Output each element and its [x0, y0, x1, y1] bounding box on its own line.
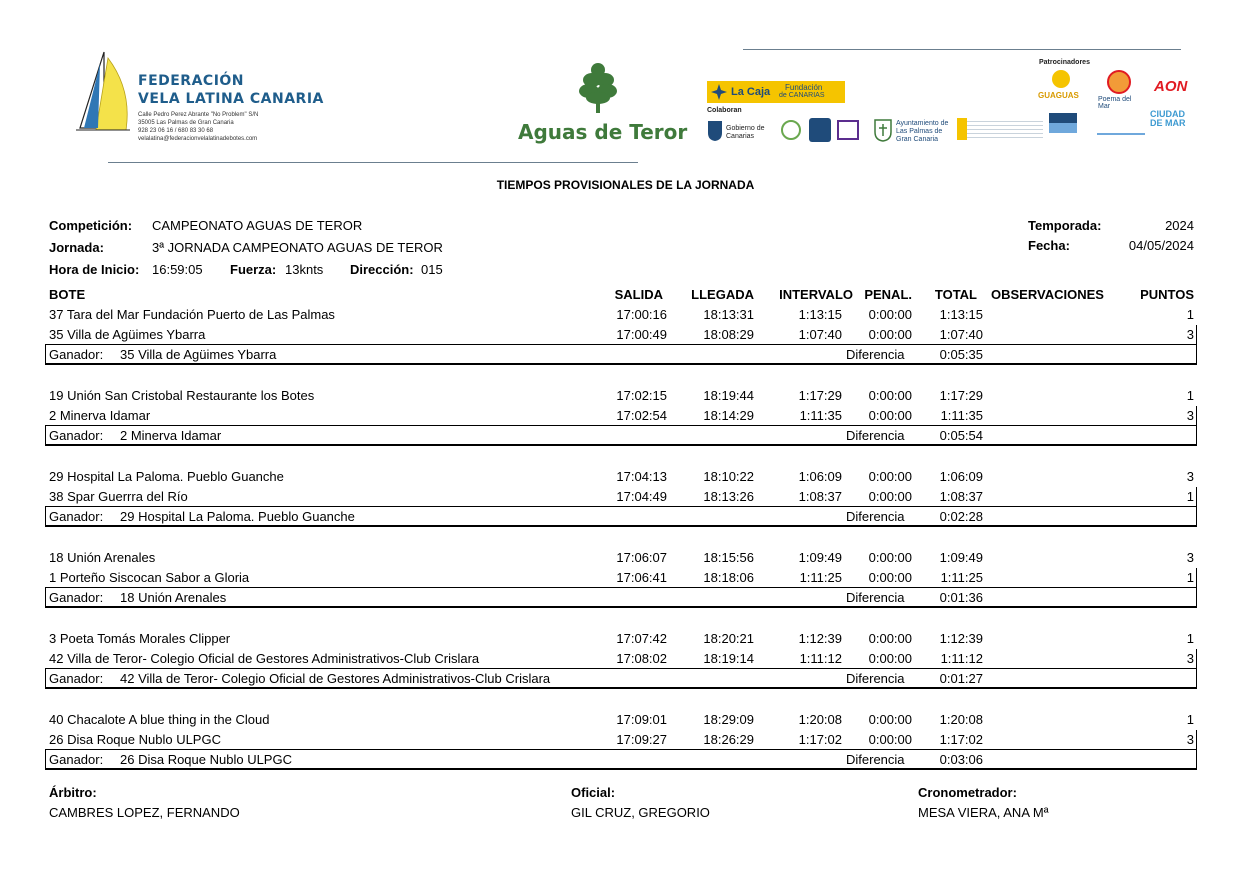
cell-puntos: 1: [1186, 712, 1194, 727]
diferencia-label: Diferencia: [846, 347, 905, 362]
cell-total: 1:06:09: [939, 469, 983, 484]
heat-divider: [45, 525, 1197, 527]
poema-sun-icon: [1107, 70, 1131, 94]
cell-total: 1:17:29: [939, 388, 983, 403]
cell-llegada: 18:13:26: [703, 489, 754, 504]
cell-penal: 0:00:00: [868, 388, 912, 403]
cell-intervalo: 1:07:40: [798, 327, 842, 342]
poema-name: Poema del Mar: [1098, 96, 1132, 110]
heat-divider: [45, 768, 1197, 770]
aguas-de-teror-logo: [518, 62, 688, 144]
diferencia-value: 0:02:28: [939, 509, 983, 524]
cell-llegada: 18:10:22: [703, 469, 754, 484]
cell-intervalo: 1:17:29: [798, 388, 842, 403]
cell-llegada: 18:20:21: [703, 631, 754, 646]
cell-penal: 0:00:00: [868, 732, 912, 747]
temporada-label: Temporada:: [1028, 218, 1102, 233]
row-divider: [45, 668, 1197, 669]
diferencia-value: 0:05:54: [939, 428, 983, 443]
cell-llegada: 18:14:29: [703, 408, 754, 423]
ciudad-de-mar-logo: [1150, 110, 1196, 140]
boat-name: 3 Poeta Tomás Morales Clipper: [49, 631, 231, 646]
cell-penal: 0:00:00: [868, 408, 912, 423]
ganador-label: Ganador:: [49, 671, 104, 686]
cell-salida: 17:00:16: [616, 307, 667, 322]
cronometrador-label: Cronometrador:: [918, 785, 1017, 800]
ayuntamiento-logo: [874, 116, 954, 144]
arbitro-value: CAMBRES LOPEZ, FERNANDO: [49, 805, 240, 820]
cell-intervalo: 1:06:09: [798, 469, 842, 484]
heat-divider: [45, 363, 1197, 365]
federacion-address-2: 35005 Las Palmas de Gran Canaria: [138, 120, 234, 126]
cell-total: 1:09:49: [939, 550, 983, 565]
cell-puntos: 3: [1186, 469, 1194, 484]
cell-puntos: 1: [1186, 489, 1194, 504]
colabora-logo-5: [1049, 113, 1077, 133]
cell-total: 1:07:40: [939, 327, 983, 342]
header-divider-left: [108, 162, 638, 163]
shield-icon: [707, 120, 723, 142]
direccion-value: 015: [421, 262, 443, 277]
diferencia-label: Diferencia: [846, 590, 905, 605]
temporada-value: 2024: [1165, 218, 1194, 233]
ganador-label: Ganador:: [49, 347, 104, 362]
cell-total: 1:11:25: [940, 570, 983, 585]
cell-salida: 17:02:15: [616, 388, 667, 403]
guaguas-logo: [1038, 70, 1084, 104]
col-bote: BOTE: [49, 287, 86, 302]
colabora-logo-2: [809, 118, 831, 142]
diferencia-label: Diferencia: [846, 509, 905, 524]
cell-intervalo: 1:11:25: [799, 570, 842, 585]
cell-salida: 17:06:41: [616, 570, 667, 585]
poema-del-mar-logo: [1096, 68, 1144, 110]
cell-llegada: 18:18:06: [703, 570, 754, 585]
row-divider: [45, 587, 1197, 588]
ganador-value: 2 Minerva Idamar: [120, 428, 222, 443]
report-title: TIEMPOS PROVISIONALES DE LA JORNADA: [496, 178, 755, 192]
federacion-phones: 928 23 06 16 / 680 83 30 68: [138, 128, 214, 134]
boat-name: 35 Villa de Agüimes Ybarra: [49, 327, 206, 342]
heat-divider: [45, 444, 1197, 446]
cell-puntos: 3: [1186, 651, 1194, 666]
boat-name: 37 Tara del Mar Fundación Puerto de Las Palmas: [49, 307, 335, 322]
cell-salida: 17:06:07: [616, 550, 667, 565]
cell-penal: 0:00:00: [868, 327, 912, 342]
table-edge: [1196, 649, 1197, 687]
cell-salida: 17:09:27: [616, 732, 667, 747]
cell-llegada: 18:26:29: [703, 732, 754, 747]
boat-name: 40 Chacalote A blue thing in the Cloud: [49, 712, 270, 727]
cell-puntos: 1: [1186, 631, 1194, 646]
cell-intervalo: 1:11:35: [799, 408, 842, 423]
cell-penal: 0:00:00: [868, 651, 912, 666]
ganador-value: 26 Disa Roque Nublo ULPGC: [120, 752, 292, 767]
table-edge: [45, 668, 46, 687]
cell-total: 1:17:02: [939, 732, 983, 747]
ciudad-de-mar-name: CIUDAD DE MAR: [1150, 109, 1186, 128]
patrocinadores-label: Patrocinadores: [1039, 59, 1090, 66]
cell-total: 1:13:15: [939, 307, 983, 322]
boat-name: 42 Villa de Teror- Colegio Oficial de Gestores Administrativos-Club Crislara: [49, 651, 480, 666]
cell-salida: 17:04:49: [616, 489, 667, 504]
header-divider-right: [743, 49, 1181, 50]
cell-puntos: 1: [1186, 570, 1194, 585]
cell-llegada: 18:19:14: [703, 651, 754, 666]
fecha-value: 04/05/2024: [1128, 238, 1194, 253]
la-caja-brand: La Caja: [731, 86, 771, 98]
guaguas-name: GUAGUAS: [1038, 91, 1079, 100]
colabora-logo-6: [1097, 113, 1145, 135]
boat-name: 2 Minerva Idamar: [49, 408, 151, 423]
cell-intervalo: 1:20:08: [798, 712, 842, 727]
oficial-label: Oficial:: [571, 785, 616, 800]
competicion-label: Competición:: [49, 218, 133, 233]
col-llegada: LLEGADA: [691, 287, 754, 302]
federacion-address-1: Calle Pedro Perez Abrante "No Problem" S/N: [138, 112, 259, 118]
row-divider: [45, 506, 1197, 507]
boat-name: 38 Spar Guerrra del Río: [49, 489, 188, 504]
ganador-label: Ganador:: [49, 752, 104, 767]
cell-llegada: 18:15:56: [703, 550, 754, 565]
fuerza-label: Fuerza:: [230, 262, 277, 277]
federacion-logo: [74, 50, 334, 140]
table-edge: [45, 506, 46, 525]
table-edge: [45, 425, 46, 444]
ganador-label: Ganador:: [49, 590, 104, 605]
table-edge: [1196, 325, 1197, 363]
table-edge: [45, 749, 46, 768]
hora-label: Hora de Inicio:: [49, 262, 140, 277]
aon-logo: AON: [1154, 78, 1188, 95]
colabora-logo-4: [957, 118, 1043, 140]
cell-intervalo: 1:12:39: [798, 631, 842, 646]
cell-intervalo: 1:09:49: [798, 550, 842, 565]
heat-divider: [45, 687, 1197, 689]
diferencia-value: 0:05:35: [939, 347, 983, 362]
col-puntos: PUNTOS: [1140, 287, 1194, 302]
ganador-label: Ganador:: [49, 509, 104, 524]
gobierno-name: Gobierno de Canarias: [726, 125, 765, 140]
boat-name: 26 Disa Roque Nublo ULPGC: [49, 732, 221, 747]
cell-intervalo: 1:13:15: [798, 307, 842, 322]
colaboran-label: Colaboran: [707, 107, 742, 114]
gobierno-canarias-logo: [707, 118, 777, 144]
col-observaciones: OBSERVACIONES: [991, 287, 1104, 302]
boat-name: 19 Unión San Cristobal Restaurante los Botes: [49, 388, 315, 403]
cell-puntos: 3: [1186, 732, 1194, 747]
ganador-value: 42 Villa de Teror- Colegio Oficial de Gestores Administrativos-Club Crislara: [120, 671, 551, 686]
boat-name: 29 Hospital La Paloma. Pueblo Guanche: [49, 469, 284, 484]
col-total: TOTAL: [934, 287, 977, 302]
row-divider: [45, 425, 1197, 426]
cell-salida: 17:04:13: [616, 469, 667, 484]
federacion-name-1: FEDERACIÓN: [138, 73, 245, 89]
table-edge: [1196, 730, 1197, 768]
cell-intervalo: 1:17:02: [798, 732, 842, 747]
cell-penal: 0:00:00: [868, 631, 912, 646]
star-icon: [711, 84, 727, 100]
col-salida: SALIDA: [614, 287, 663, 302]
diferencia-label: Diferencia: [846, 752, 905, 767]
diferencia-label: Diferencia: [846, 428, 905, 443]
cell-puntos: 3: [1186, 550, 1194, 565]
table-edge: [1196, 406, 1197, 444]
boat-name: 18 Unión Arenales: [49, 550, 156, 565]
ganador-value: 29 Hospital La Paloma. Pueblo Guanche: [120, 509, 355, 524]
fecha-label: Fecha:: [1028, 238, 1070, 253]
la-caja-fundacion: Fundación: [785, 83, 823, 92]
direccion-label: Dirección:: [350, 262, 414, 277]
ganador-label: Ganador:: [49, 428, 104, 443]
cell-salida: 17:00:49: [616, 327, 667, 342]
cell-puntos: 3: [1186, 327, 1194, 342]
cell-intervalo: 1:11:12: [799, 651, 842, 666]
diferencia-value: 0:01:36: [939, 590, 983, 605]
cell-salida: 17:09:01: [616, 712, 667, 727]
cell-total: 1:11:35: [940, 408, 983, 423]
guaguas-g-icon: [1052, 70, 1070, 88]
cell-penal: 0:00:00: [868, 469, 912, 484]
cell-penal: 0:00:00: [868, 712, 912, 727]
table-edge: [1196, 568, 1197, 606]
cell-salida: 17:02:54: [616, 408, 667, 423]
cell-total: 1:12:39: [939, 631, 983, 646]
colabora-logo-1: [781, 120, 801, 140]
jornada-value: 3ª JORNADA CAMPEONATO AGUAS DE TEROR: [152, 240, 443, 255]
cell-penal: 0:00:00: [868, 489, 912, 504]
cell-puntos: 1: [1186, 388, 1194, 403]
row-divider: [45, 749, 1197, 750]
cell-penal: 0:00:00: [868, 550, 912, 565]
table-edge: [45, 344, 46, 363]
aguas-de-teror-name: Aguas de Teror: [518, 120, 688, 144]
cell-penal: 0:00:00: [868, 307, 912, 322]
fuerza-value: 13knts: [285, 262, 324, 277]
table-edge: [45, 587, 46, 606]
tree-icon: [578, 62, 618, 114]
sail-logo-icon: [74, 50, 134, 135]
col-intervalo: INTERVALO: [779, 287, 853, 302]
oficial-value: GIL CRUZ, GREGORIO: [571, 805, 710, 820]
table-edge: [1196, 487, 1197, 525]
cell-puntos: 3: [1186, 408, 1194, 423]
cell-llegada: 18:29:09: [703, 712, 754, 727]
la-caja-canarias: de CANARIAS: [779, 92, 825, 99]
col-penal: PENAL.: [864, 287, 912, 302]
colabora-logo-3: [837, 120, 859, 140]
cell-llegada: 18:08:29: [703, 327, 754, 342]
cell-total: 1:11:12: [940, 651, 983, 666]
cell-salida: 17:07:42: [616, 631, 667, 646]
cell-llegada: 18:13:31: [703, 307, 754, 322]
hora-value: 16:59:05: [152, 262, 203, 277]
arbitro-label: Árbitro:: [49, 785, 97, 800]
cronometrador-value: MESA VIERA, ANA Mª: [918, 805, 1049, 820]
cell-penal: 0:00:00: [868, 570, 912, 585]
diferencia-value: 0:03:06: [939, 752, 983, 767]
cell-puntos: 1: [1186, 307, 1194, 322]
boat-name: 1 Porteño Siscocan Sabor a Gloria: [49, 570, 250, 585]
cell-intervalo: 1:08:37: [798, 489, 842, 504]
cell-salida: 17:08:02: [616, 651, 667, 666]
cell-llegada: 18:19:44: [703, 388, 754, 403]
coat-of-arms-icon: [874, 118, 892, 142]
federacion-email: velalatina@federacionvelalatinadebotes.com: [138, 136, 258, 142]
row-divider: [45, 344, 1197, 345]
la-caja-logo: [707, 81, 845, 103]
competicion-value: CAMPEONATO AGUAS DE TEROR: [152, 218, 363, 233]
cell-total: 1:20:08: [939, 712, 983, 727]
diferencia-value: 0:01:27: [939, 671, 983, 686]
diferencia-label: Diferencia: [846, 671, 905, 686]
cell-total: 1:08:37: [939, 489, 983, 504]
jornada-label: Jornada:: [49, 240, 104, 255]
heat-divider: [45, 606, 1197, 608]
ayuntamiento-name: Ayuntamiento de Las Palmas de Gran Canaria: [896, 120, 949, 143]
federacion-name-2: VELA LATINA CANARIA: [138, 91, 324, 107]
ganador-value: 18 Unión Arenales: [120, 590, 227, 605]
ganador-value: 35 Villa de Agüimes Ybarra: [120, 347, 277, 362]
